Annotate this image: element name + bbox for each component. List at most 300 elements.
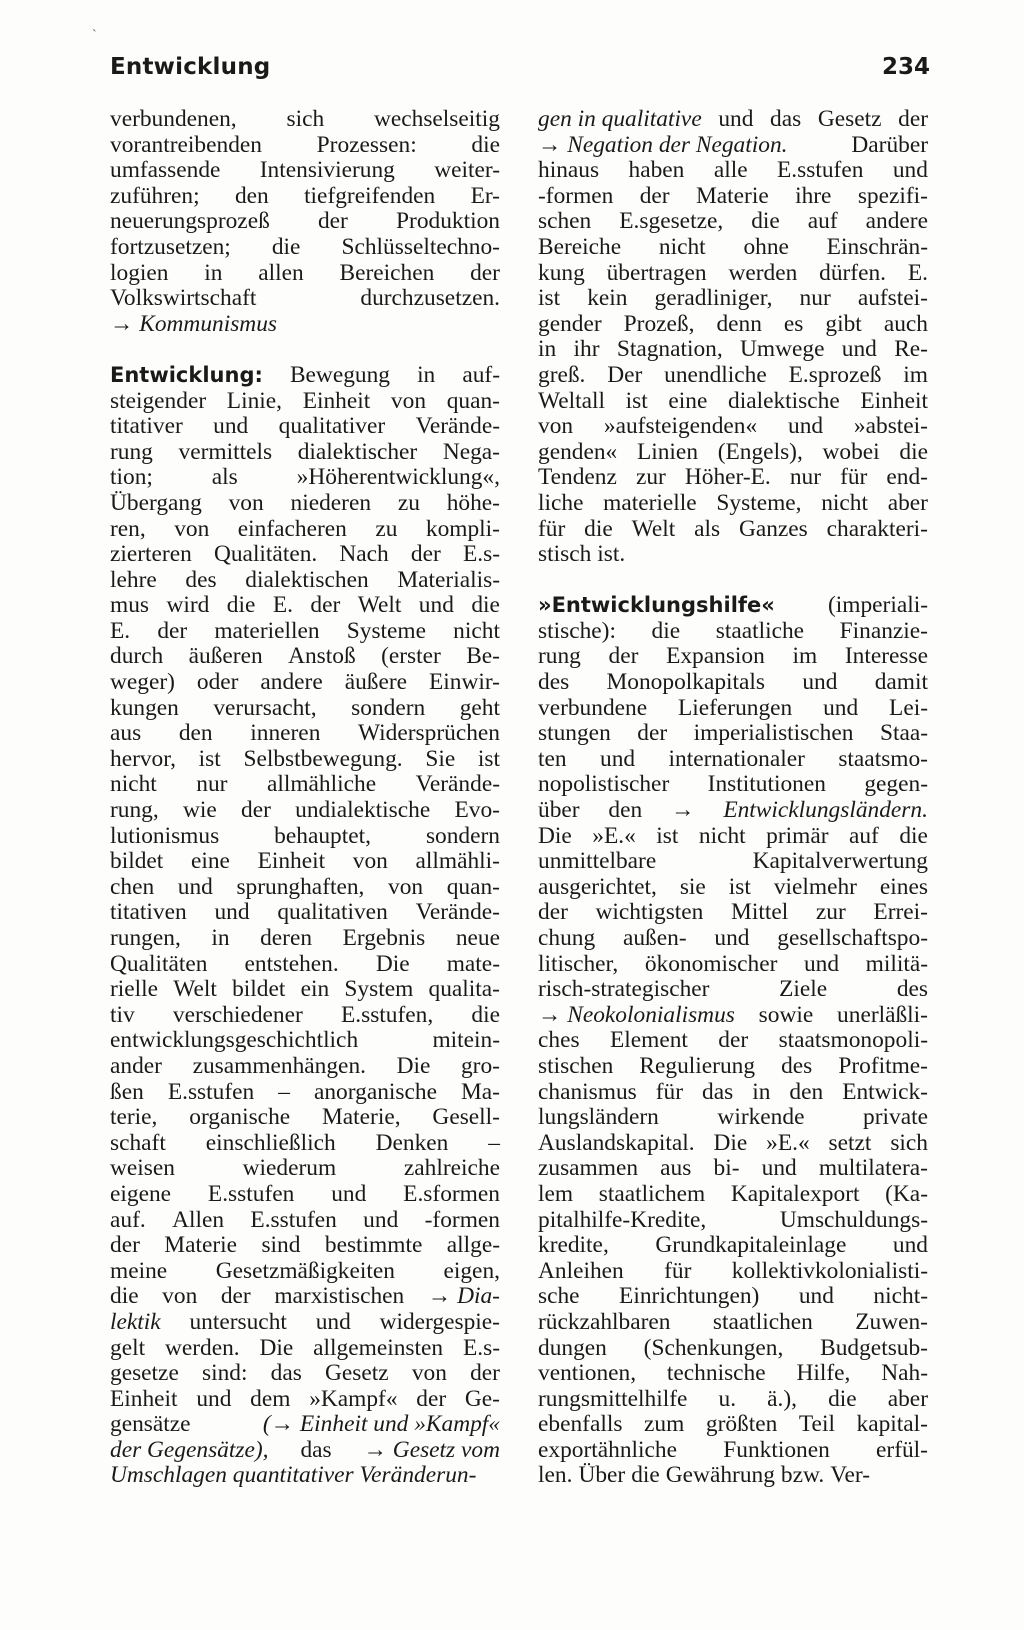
text-line [110,1412,500,1438]
word: auf [848,822,879,849]
word: militä- [865,950,928,977]
word: des [781,1052,813,1079]
word: bzw. [780,1462,825,1489]
text-line [110,1156,500,1182]
word: von [228,489,264,516]
text-line [538,1463,928,1489]
text-line [538,1259,928,1285]
word: allge- [446,1232,500,1259]
word: Interesse [844,643,928,670]
word: staatliche [715,617,805,644]
word: Welt [173,976,217,1003]
word: Qualitäten [110,950,208,977]
word: lutionismus [110,822,220,849]
word: weisen [110,1155,175,1182]
word: wie [182,797,217,824]
word: in [417,361,436,388]
word: bi- [713,1155,740,1182]
word: geradliniger, [654,285,773,312]
word: System [344,976,414,1003]
word: eine [668,387,708,414]
text-line [110,133,500,159]
text-line [110,900,500,926]
text-line [538,542,928,568]
text-line [110,1003,500,1029]
word: – [488,1129,500,1156]
text-line [538,158,928,184]
word: alle [713,157,748,184]
word: umfassende [110,157,221,184]
word: es [783,310,804,337]
word: E. [110,617,131,644]
word: kollektivkolonialisti- [731,1257,928,1284]
word: inneren [250,720,321,747]
word: private [863,1104,928,1131]
word: Die [259,1334,294,1361]
word: Gesetzmäßigkeiten [215,1257,395,1284]
word: charakteri- [826,515,928,542]
word: und [823,694,859,721]
word: Bereiche [538,233,622,260]
word: den [789,1078,824,1105]
word: für [840,464,868,491]
word: end- [886,464,928,491]
word: von [162,1283,198,1310]
word: quan- [446,873,500,900]
word: Weltall [538,387,605,414]
word: der [639,182,670,209]
text-line [538,1028,928,1054]
word: auch [883,310,928,337]
word: E.sstufen [777,157,864,184]
word: mitein- [432,1027,500,1054]
word: Nega- [442,438,500,465]
word: die [751,208,780,235]
text-line [538,747,928,773]
word: dem [250,1385,291,1412]
word: Umschuldungs- [779,1206,928,1233]
word: ren, [110,515,146,542]
word: eigene [110,1180,172,1207]
word: Auslandskapital. [538,1129,695,1156]
word: verbundene [538,694,648,721]
word: der [416,1385,447,1412]
word: Selbstbewegung. [243,745,403,772]
text-line [538,133,928,159]
word: staatlichen [712,1308,813,1335]
text-line [538,107,928,133]
text-line [110,1463,500,1489]
word: liche [538,489,584,516]
word: Kapitalexport [730,1180,860,1207]
word: allmähli- [415,848,500,875]
cross-reference: Entwicklungsländern. [723,797,928,824]
word: Entwick- [842,1078,928,1105]
word: Einheit [110,1385,178,1412]
word: zur [815,899,846,926]
word: lungsländern [538,1104,659,1131]
paragraph-gap [538,568,928,594]
word: Anleihen [538,1257,624,1284]
word: (Engels), [717,438,803,465]
word: Staa- [879,720,928,747]
word: »Höherentwicklung«, [296,464,500,491]
word: dürfen. [819,259,887,286]
word: nur [799,285,831,312]
word: kompli- [425,515,500,542]
text-line [110,1054,500,1080]
word: mate- [446,950,500,977]
word: wird [166,592,210,619]
text-line [110,209,500,235]
text-line [110,1336,500,1362]
text-line [538,184,928,210]
word: staatsmo- [838,745,928,772]
word: Linien [636,438,699,465]
word: stungen [538,720,611,747]
word: übertragen [606,259,707,286]
text-line [538,1208,928,1234]
word: tion; [110,464,153,491]
word: Gesetz [325,1360,389,1387]
text-line [110,440,500,466]
word: verursacht, [213,694,317,721]
text-line [538,1412,928,1438]
word: gender [538,310,602,337]
text-line [110,261,500,287]
word: behauptet, [274,822,371,849]
word: ventionen, [538,1360,637,1387]
word: meine [110,1257,168,1284]
word: kungen [110,694,179,721]
word: Institutionen [707,771,826,798]
word: E. [272,592,293,619]
word: Prozeß, [623,310,695,337]
word: -formen [538,182,614,209]
word: ist [477,745,500,772]
word: zuführen; [110,182,200,209]
word: Er- [470,182,500,209]
word: rung, [110,797,159,824]
text-line [538,337,928,363]
word: gibt [825,310,862,337]
word: stisch [538,541,592,568]
word: Ziele [779,976,828,1003]
word: der [317,208,348,235]
word: schaft [110,1129,166,1156]
word: E.sstufen [250,1206,337,1233]
word: »aufsteigenden« [603,413,758,440]
cross-reference: → Negation der Negation. [538,131,788,158]
word: Umwege [740,336,825,363]
word: aufstei- [857,285,928,312]
word: Einwir- [428,669,500,696]
word: len. [538,1462,573,1489]
word: dialektischen [245,566,369,593]
word: unendliche [664,361,767,388]
word: wechselseitig [373,106,500,132]
cross-reference: Umschlagen quantitativer Veränderun- [110,1462,477,1489]
word: der [470,259,500,286]
text-line [110,363,500,389]
word: Der [607,361,643,388]
word: niederen [290,489,372,516]
running-head: Entwicklung [110,54,271,80]
word: und [315,1308,351,1335]
word: einfacheren [237,515,347,542]
word: dialektische [728,387,840,414]
word: hinaus [538,157,600,184]
word: werden [728,259,798,286]
cross-reference: (→ Einheit und »Kampf« [262,1411,500,1438]
word: aus [660,1155,692,1182]
word: verbundenen, [110,106,237,132]
word: eines [879,873,928,900]
word: dungen [538,1334,607,1361]
word: höhe- [446,489,500,516]
word: die [584,515,613,542]
word: tiefgreifenden [304,182,436,209]
word: des [538,669,570,696]
word: eigen, [443,1257,500,1284]
text-line [110,184,500,210]
word: Gewährung [665,1462,775,1489]
word: äußeren [188,643,263,670]
word: u. [718,1385,737,1412]
word: Denken [375,1129,449,1156]
word: haben [628,157,685,184]
word: (Schenkungen, [643,1334,784,1361]
word: sondern [425,822,500,849]
word: E.sformen [403,1180,500,1207]
word: »E.« [766,1129,810,1156]
text-line [538,312,928,338]
entry-headword: Entwicklung: [110,362,263,387]
word: ist [728,873,751,900]
word: Regulierung [639,1052,756,1079]
word: Materialis- [397,566,500,593]
text-line [538,1182,928,1208]
word: außen- [622,925,687,951]
text-line [538,696,928,722]
word: Einrichtungen) [619,1283,760,1310]
word: damit [874,669,928,696]
text-line [110,465,500,491]
word: ßen [110,1078,144,1105]
word: chung [538,925,596,951]
word: kapital- [856,1411,928,1438]
word: ten [538,745,567,772]
word: allgemeinsten [313,1334,444,1361]
word: → [671,797,695,824]
word: nicht [821,489,868,516]
text-line [110,798,500,824]
word: bestimmte [324,1232,423,1259]
word: äußere [344,669,408,696]
word: E.s- [462,541,500,568]
word: deren [260,925,313,951]
text-line [110,389,500,415]
word: ebenfalls [538,1411,623,1438]
word: ihre [795,182,832,209]
word: litischer, [538,950,619,977]
text-line [538,926,928,952]
word: rung [538,643,581,670]
text-line [110,670,500,696]
word: in [204,259,223,286]
text-line [538,1156,928,1182]
word: die [828,1385,857,1412]
word: das [770,106,802,132]
word: ist [198,745,221,772]
word: neue [455,925,500,951]
text-line [538,593,928,619]
word: multilatera- [818,1155,928,1182]
word: sind: [202,1360,248,1387]
word: Qualitäten. [213,541,318,568]
word: und [363,1206,399,1233]
word: von [411,1360,447,1387]
word: stischen [538,1052,614,1079]
word: Systeme, [716,489,802,516]
word: und [803,950,840,977]
text-line [110,619,500,645]
text-line [538,1105,928,1131]
word: der [538,899,568,926]
word: die [471,1001,500,1028]
word: Finanzie- [839,617,928,644]
word: fortzusetzen; [110,233,231,260]
word: oder [196,669,239,696]
text-line [538,1080,928,1106]
text-line [538,952,928,978]
text-line [110,107,500,133]
word: und [714,925,750,951]
word: die [110,1283,139,1310]
word: sind [261,1232,301,1259]
word: das [702,1078,734,1105]
text-line [538,1054,928,1080]
cross-reference: gen in qualitative [538,106,702,132]
word: entwicklungsgeschichtlich [110,1027,359,1054]
word: logien [110,259,169,286]
text-line [538,261,928,287]
word: werden. [164,1334,240,1361]
word: nicht- [873,1283,928,1310]
word: und [841,336,877,363]
word: Lei- [889,694,928,721]
text-line [110,1233,500,1259]
word: weger) [110,669,175,696]
word: materiellen [214,617,320,644]
word: zu [397,489,420,516]
text-line [110,1105,500,1131]
text-line [110,286,500,312]
text-line [538,1233,928,1259]
word: gelt [110,1334,146,1361]
text-line [110,952,500,978]
word: chanismus [538,1078,637,1105]
word: lem [538,1180,574,1207]
word: für [538,515,566,542]
word: ist. [597,541,626,568]
word: Kapitalverwertung [752,848,928,875]
word: Bewegung [289,361,390,388]
word: Höher-E. [684,464,771,491]
word: gensätze [110,1411,191,1438]
word: sondern [351,694,426,721]
cross-reference: → Gesetz vom [363,1436,500,1463]
word: Über [578,1462,626,1489]
text-line [110,235,500,261]
word: zusammenhängen. [192,1052,366,1079]
word: und [892,157,928,184]
word: Verände- [415,413,500,440]
word: -formen [424,1206,500,1233]
word: ander [110,1052,162,1079]
word: Einschrän- [826,233,928,260]
word: als [211,464,238,491]
left-column [110,107,500,1489]
word: Materie, [322,1104,401,1131]
word: verschiedener [172,1001,303,1028]
word: in [211,925,230,951]
word: die [899,822,928,849]
text-line [110,977,500,1003]
word: sowie [758,1001,814,1028]
text-line [538,670,928,696]
word: mus [110,592,149,619]
text-line [538,875,928,901]
text-line [538,619,928,645]
word: (imperiali- [827,592,928,619]
word: Die [375,950,410,977]
word: staatlichem [598,1180,706,1207]
word: nopolistischer [538,771,670,798]
word: Einheit [860,387,928,414]
word: nicht [453,617,500,644]
word: tiv [110,1001,135,1028]
text-line [538,1438,928,1464]
word: Die [538,822,572,849]
text-line [538,1131,928,1157]
text-line [110,696,500,722]
text-line [110,1259,500,1285]
text-line [538,644,928,670]
word: und [177,873,213,900]
word: sche [538,1283,580,1310]
word: untersucht [189,1308,287,1335]
word: unerläßli- [837,1001,928,1028]
word: der [470,1360,500,1387]
word: und [798,1283,834,1310]
word: aber [887,489,928,516]
text-line [110,1284,500,1310]
word: qualitativer [278,413,386,440]
word: durch [110,643,164,670]
text-line [538,465,928,491]
word: marxistischen [274,1283,405,1310]
word: für [655,1078,684,1105]
text-line [110,1387,500,1413]
word: der [608,643,639,670]
page-number: 234 [881,54,930,80]
word: bildet [232,976,286,1003]
word: Profitme- [838,1052,928,1079]
text-line [110,849,500,875]
text-line [538,798,928,824]
word: Welt [357,592,402,619]
